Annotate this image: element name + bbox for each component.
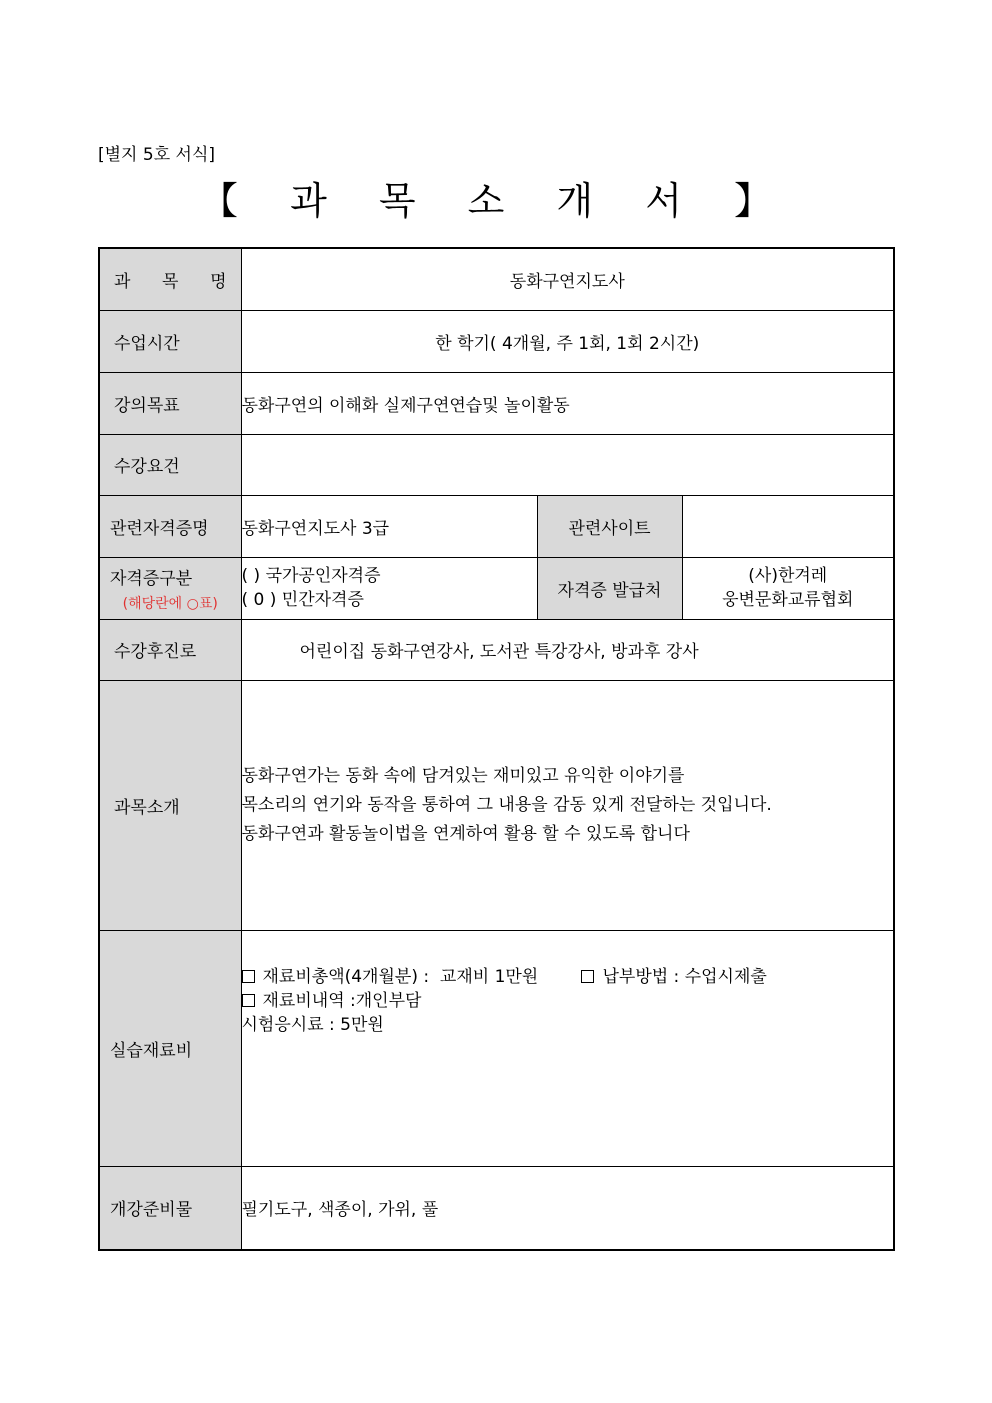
cert-type-label: 자격증구분 <box>110 568 193 589</box>
goal-label-cell <box>99 372 241 434</box>
cert-name-value: 동화구연지도사 3급 <box>241 495 537 557</box>
career-value: 어린이집 동화구연강사, 도서관 특강강사, 방과후 강사 <box>241 619 894 680</box>
subject-label-cell <box>99 248 241 310</box>
cert-option-national: ( ) 국가공인자격증 <box>241 566 381 586</box>
career-label: 수강후진로 <box>114 642 197 662</box>
intro-line-3: 동화구연과 활동놀이법을 연계하여 활용 할 수 있도록 합니다 <box>241 823 690 844</box>
payment-method: 납부방법 : 수업시제출 <box>602 966 767 987</box>
cert-type-sublabel: (해당란에 ○표) <box>122 595 218 612</box>
materials-line-1 <box>242 965 894 989</box>
cert-option-private: ( 0 ) 민간자격증 <box>241 590 364 610</box>
cert-name-label-cell <box>99 495 241 557</box>
goal-label: 강의목표 <box>114 395 180 416</box>
prep-value: 필기도구, 색종이, 가위, 풀 <box>241 1166 894 1250</box>
issuer-value <box>682 557 894 619</box>
intro-label: 과목소개 <box>114 797 180 818</box>
exam-fee: 시험응시료 : 5만원 <box>241 1014 384 1035</box>
issuer-line-1: (사)한겨레 <box>748 566 828 586</box>
intro-label-cell <box>99 680 241 930</box>
checkbox-icon <box>242 970 255 983</box>
intro-value <box>241 680 894 930</box>
career-label-cell <box>99 619 241 680</box>
row-materials <box>99 930 894 1166</box>
class-time-value: 한 학기( 4개월, 주 1회, 1회 2시간) <box>241 310 894 372</box>
row-prep <box>99 1166 894 1250</box>
row-cert-type <box>99 557 894 619</box>
checkbox-icon <box>581 970 594 983</box>
class-time-label-cell <box>99 310 241 372</box>
subject-value: 동화구연지도사 <box>241 248 894 310</box>
form-number-label: [별지 5호 서식] <box>98 145 215 165</box>
requirement-label: 수강요건 <box>114 457 180 477</box>
row-goal <box>99 372 894 434</box>
materials-detail: 재료비내역 :개인부담 <box>262 990 422 1011</box>
row-career <box>99 619 894 680</box>
intro-line-2: 목소리의 연기와 동작을 통하여 그 내용을 감동 있게 전달하는 것입니다. <box>241 794 772 815</box>
class-time-label: 수업시간 <box>114 333 180 354</box>
requirement-label-cell <box>99 434 241 495</box>
materials-label-cell <box>99 930 241 1166</box>
materials-total: 재료비총액(4개월분) : 교재비 1만원 <box>262 966 539 987</box>
cert-type-label-cell <box>99 557 241 619</box>
checkbox-icon <box>242 994 255 1007</box>
prep-label: 개강준비물 <box>110 1200 193 1221</box>
issuer-label: 자격증 발급처 <box>537 557 682 619</box>
document-title: 【 과 목 소 개 서 】 <box>199 179 792 223</box>
row-requirement <box>99 434 894 495</box>
materials-label: 실습재료비 <box>110 1040 193 1061</box>
requirement-value <box>241 434 894 495</box>
row-intro <box>99 680 894 930</box>
materials-value <box>241 930 894 1166</box>
site-value <box>682 495 894 557</box>
course-intro-table <box>98 247 895 1251</box>
prep-label-cell <box>99 1166 241 1250</box>
cert-type-options <box>241 557 537 619</box>
goal-value: 동화구연의 이해화 실제구연연습및 놀이활동 <box>241 372 894 434</box>
site-label: 관련사이트 <box>537 495 682 557</box>
row-class-time <box>99 310 894 372</box>
cert-name-label: 관련자격증명 <box>110 518 209 539</box>
row-subject <box>99 248 894 310</box>
row-cert-name <box>99 495 894 557</box>
subject-label: 과 목 명 <box>114 271 227 292</box>
issuer-line-2: 웅변문화교류협회 <box>722 590 854 610</box>
intro-line-1: 동화구연가는 동화 속에 담겨있는 재미있고 유익한 이야기를 <box>241 765 685 786</box>
materials-line-2 <box>242 989 894 1013</box>
